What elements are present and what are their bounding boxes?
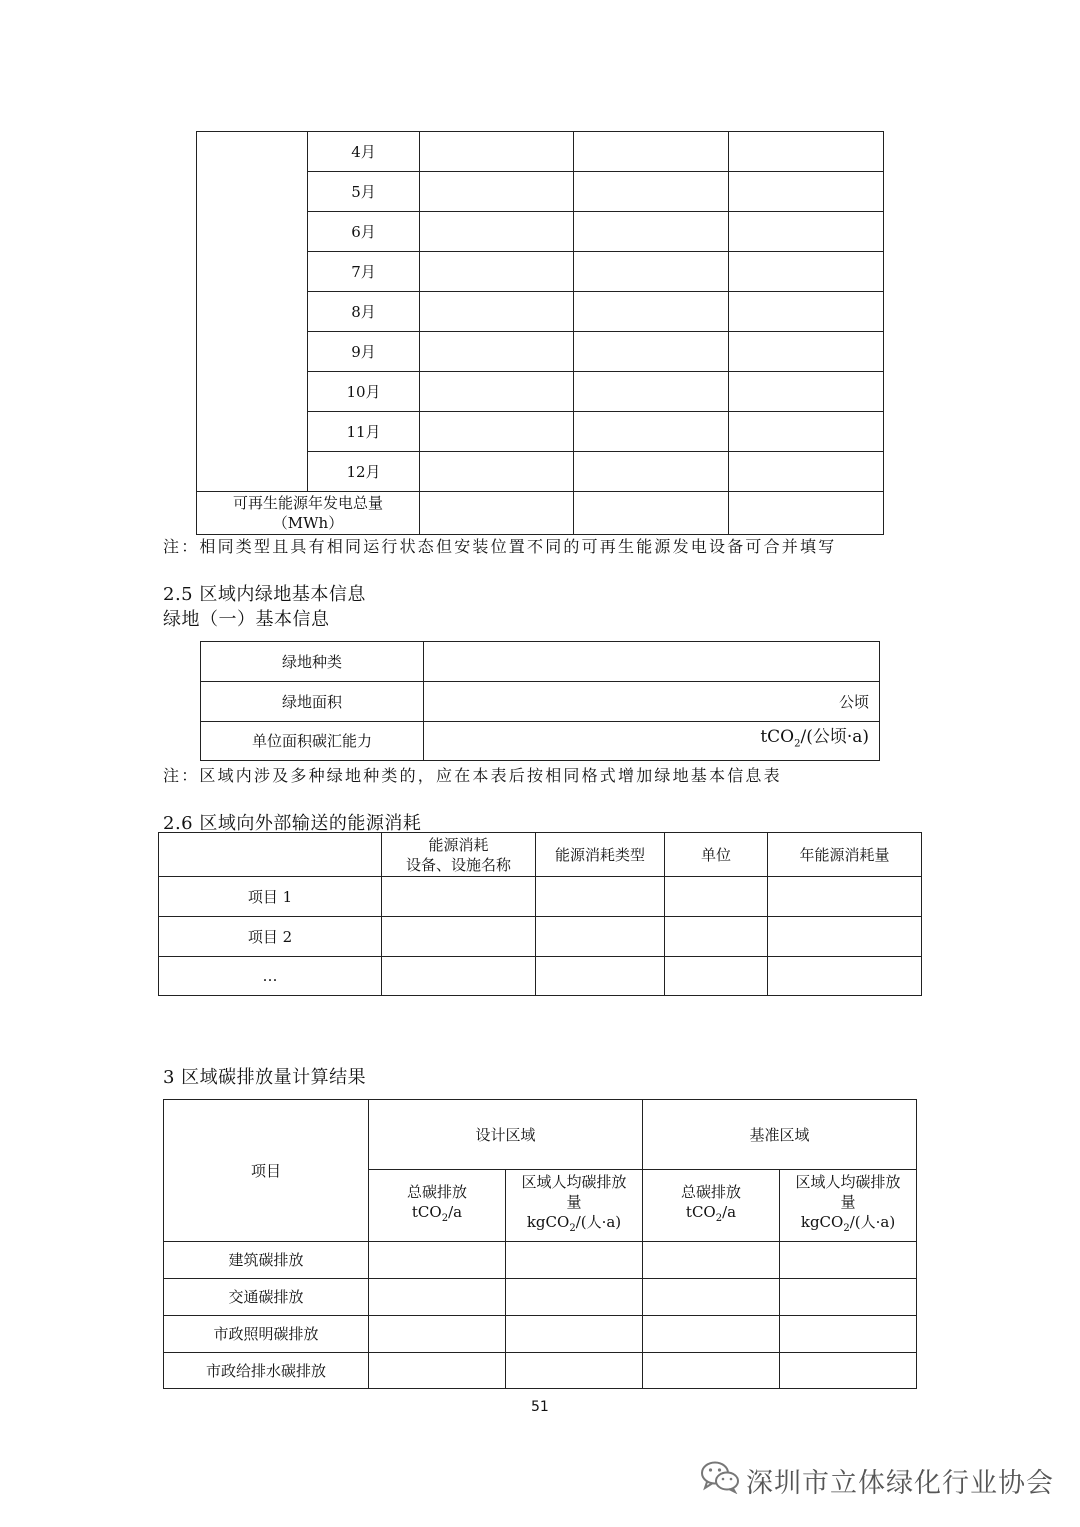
table-row-label: 项目 2 [159,917,382,957]
month-cell: 5月 [308,172,420,212]
month-cell: 6月 [308,212,420,252]
baseline-area-header: 基准区域 [643,1100,917,1170]
green-space-subtitle: 绿地（一）基本信息 [163,609,330,630]
table-row-label: 市政给排水碳排放 [164,1353,369,1389]
unit-header: 单位 [665,833,768,877]
green-space-table [200,641,880,761]
design-per-capita-header: 区域人均碳排放 量 kgCO$_2$/(人·a) [506,1170,643,1242]
month-cell: 10月 [308,372,420,412]
wechat-icon [700,1460,740,1501]
table-row-label: 项目 1 [159,877,382,917]
equipment-name-header: 能源消耗 设备、设施名称 [382,833,536,877]
design-area-header: 设计区域 [369,1100,643,1170]
watermark [700,1460,1054,1501]
watermark-text: 深圳市立体绿化行业协会 [746,1468,1054,1499]
carbon-sink-label: 单位面积碳汇能力 [201,722,424,761]
table-row-label: 市政照明碳排放 [164,1316,369,1353]
green-area-unit: 公顷 [424,682,880,722]
section-2-5-title: 2.5 区域内绿地基本信息 [163,584,366,605]
renewable-generation-table [196,131,884,535]
month-cell: 7月 [308,252,420,292]
annual-consumption-header: 年能源消耗量 [768,833,922,877]
green-type-value [424,642,880,682]
energy-type-header: 能源消耗类型 [536,833,665,877]
design-total-header: 总碳排放 tCO$_2$/a [369,1170,506,1242]
month-cell: 9月 [308,332,420,372]
annual-total-label: 可再生能源年发电总量 （MWh） [197,492,420,535]
note-multiple-green-types: 注：区域内涉及多种绿地种类的，应在本表后按相同格式增加绿地基本信息表 [163,766,782,785]
page-number: 51 [531,1399,549,1415]
merged-device-cell [197,132,308,492]
carbon-result-table [163,1099,917,1389]
section-2-6-title: 2.6 区域向外部输送的能源消耗 [163,813,422,834]
month-cell: 8月 [308,292,420,332]
baseline-per-capita-header: 区域人均碳排放 量 kgCO$_2$/(人·a) [780,1170,917,1242]
section-3-title: 3 区域碳排放量计算结果 [163,1067,367,1088]
month-cell: 4月 [308,132,420,172]
table-row-label: 建筑碳排放 [164,1242,369,1279]
item-header: 项目 [164,1100,369,1242]
note-merge-devices: 注：相同类型且具有相同运行状态但安装位置不同的可再生能源发电设备可合并填写 [163,537,837,556]
green-area-label: 绿地面积 [201,682,424,722]
month-cell: 11月 [308,412,420,452]
table-row-label: … [159,957,382,996]
baseline-total-header: 总碳排放 tCO$_2$/a [643,1170,780,1242]
energy-export-table [158,832,922,996]
month-cell: 12月 [308,452,420,492]
green-type-label: 绿地种类 [201,642,424,682]
table-row-label: 交通碳排放 [164,1279,369,1316]
carbon-sink-unit: tCO$_2$/(公顷·a) [424,722,880,761]
